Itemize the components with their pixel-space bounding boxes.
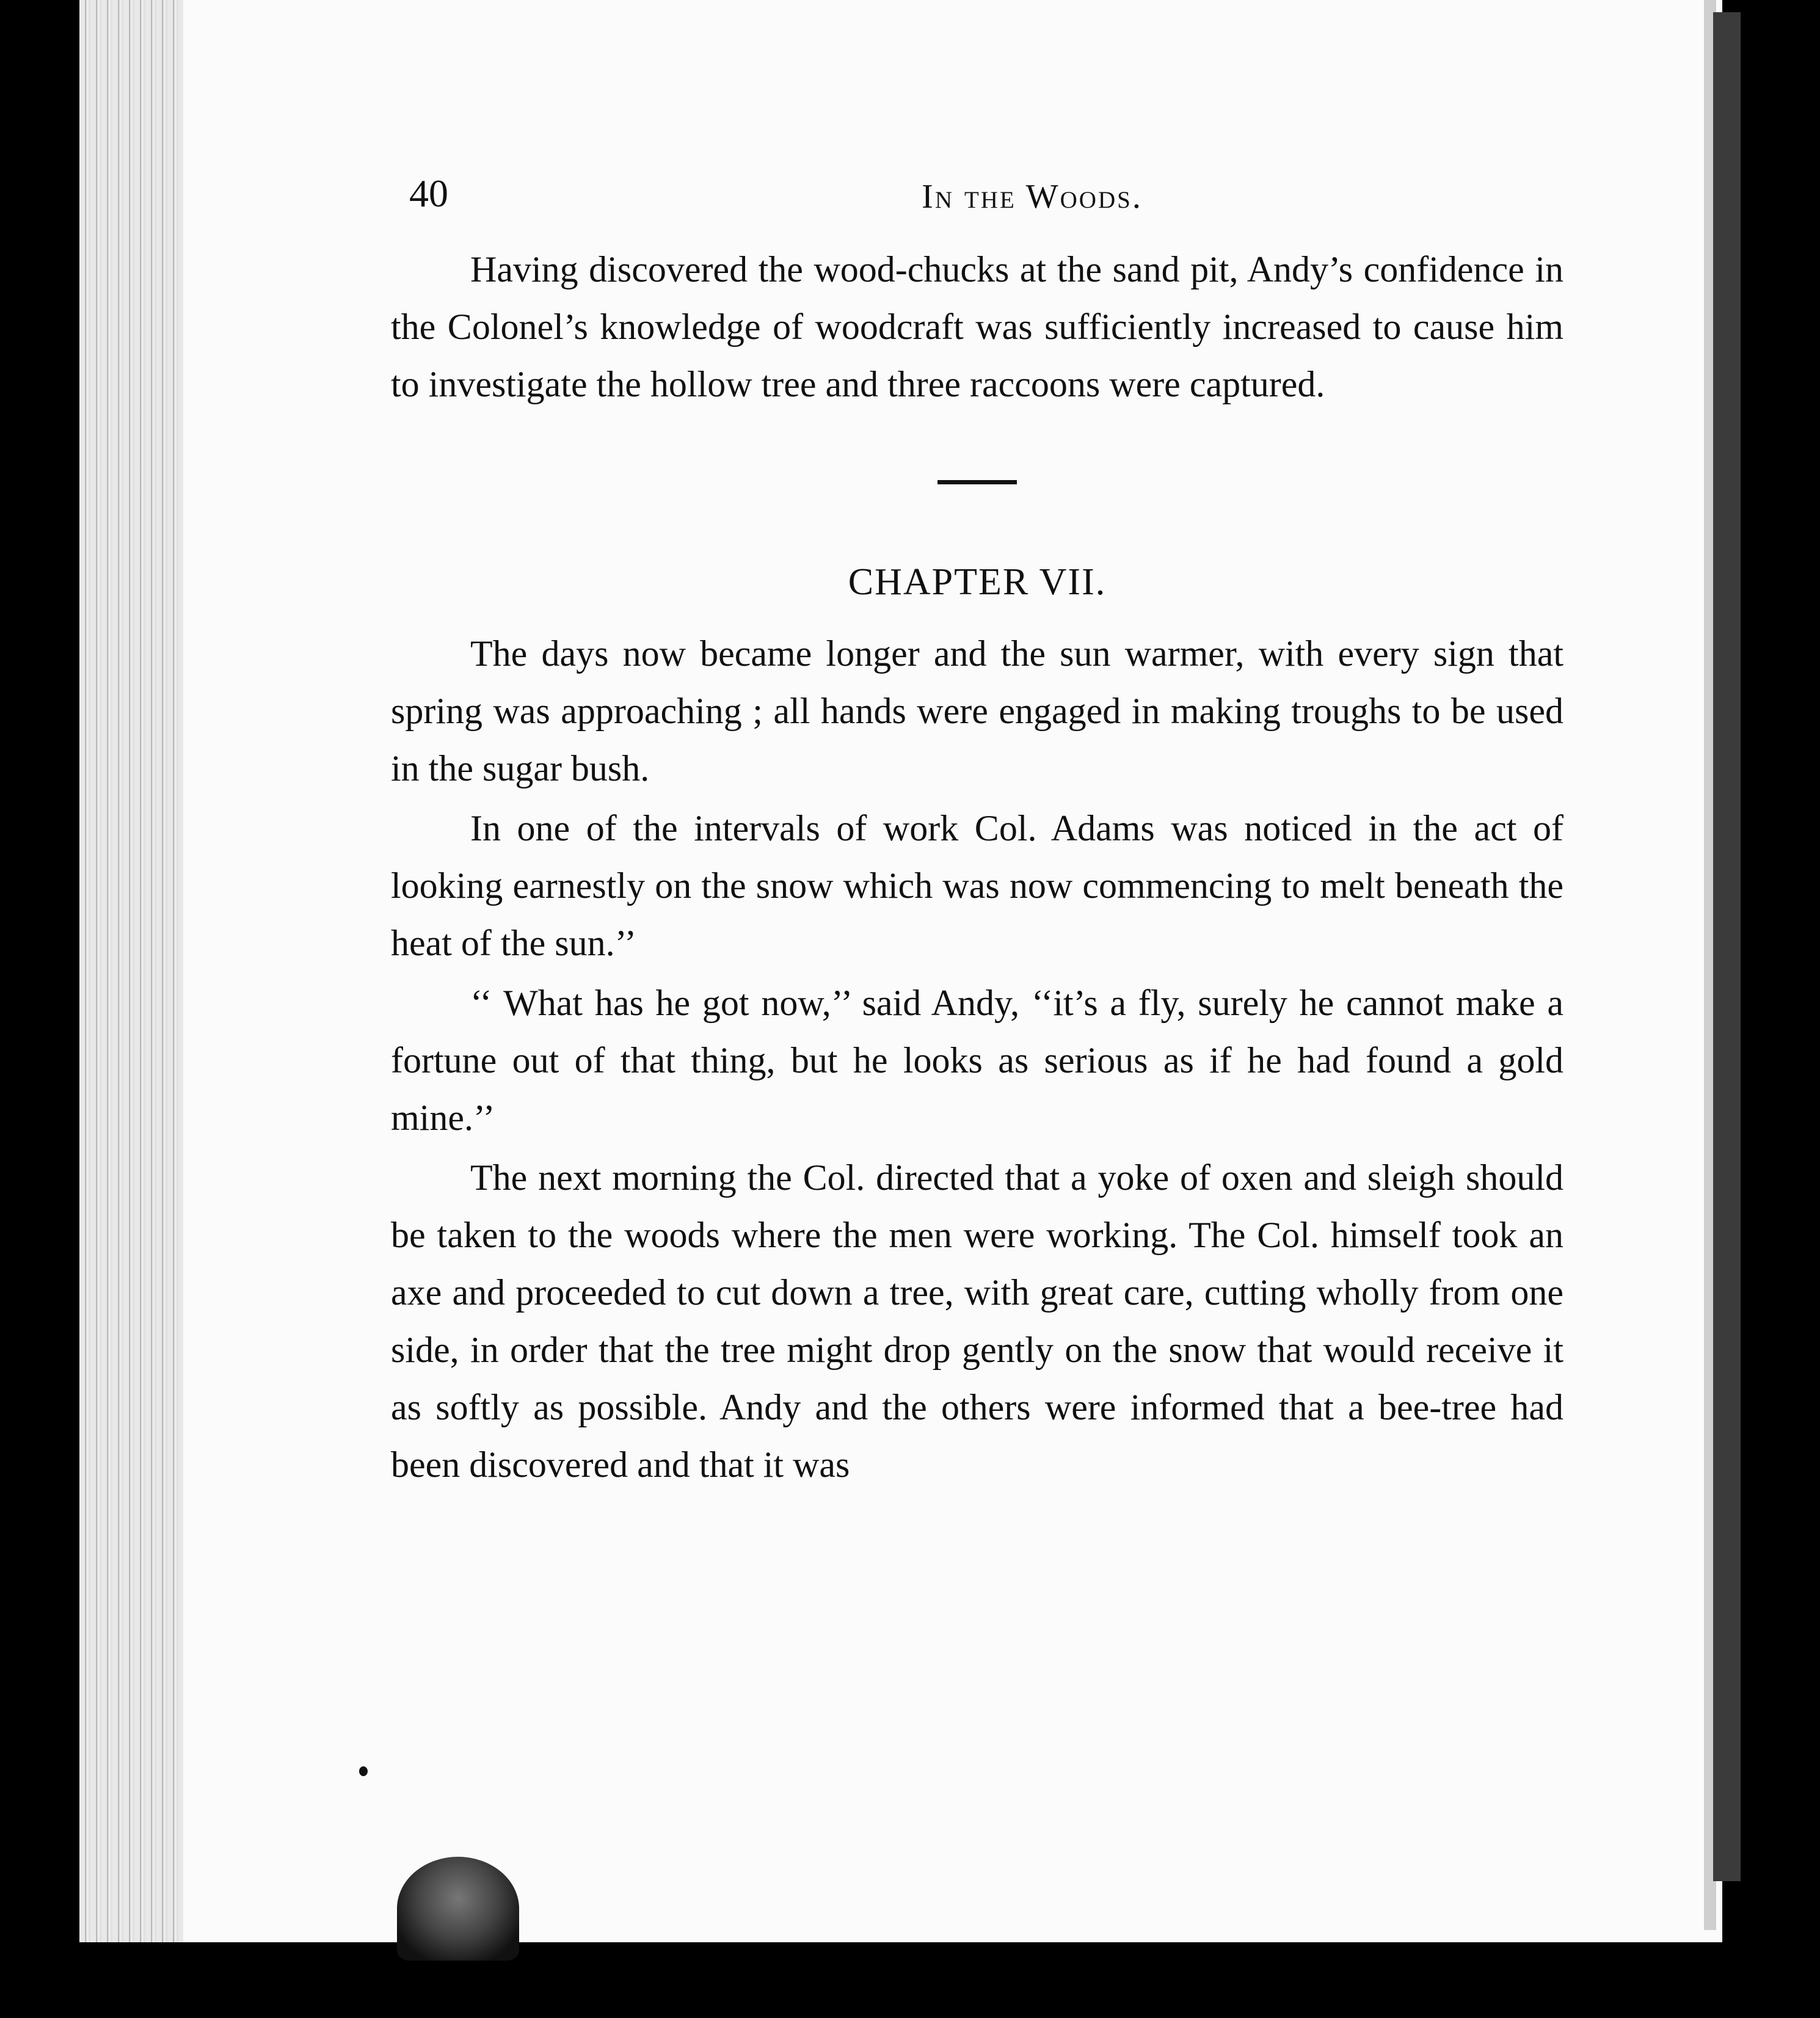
binding-shadow bbox=[1713, 12, 1741, 1881]
running-title: In the Woods. bbox=[922, 178, 1143, 216]
section-rule bbox=[937, 480, 1017, 484]
ink-blot bbox=[397, 1857, 519, 1961]
running-head bbox=[391, 165, 1563, 238]
chapter-heading: CHAPTER VII. bbox=[848, 561, 1107, 603]
page-number: 40 bbox=[409, 172, 448, 215]
text-block bbox=[391, 165, 1563, 1493]
paragraph: The next morning the Col. directed that a yoke of oxen and sleigh should be taken to the woods where the men were working. The Col. himself took an axe and proceeded to cut down a tree, with great care, cutting wholly from one side, in order that the tree might drop gently on the snow that would receive it as softly as possible. Andy and the others were informed that a bee-tree had been discovered and that it was bbox=[391, 1157, 1563, 1485]
paragraph: Having discovered the wood-chucks at the sand pit, Andy’s confidence in the Colonel’s knowledge of woodcraft was sufficiently increased to cause him to investigate the hollow tree and three raccoons were captured. bbox=[391, 249, 1563, 404]
ink-speck bbox=[359, 1766, 368, 1776]
paragraph: In one of the intervals of work Col. Adams was noticed in the act of looking earnestly on the snow which was now commencing to melt beneath the heat of the sun.’’ bbox=[391, 808, 1563, 963]
paragraph: The days now became longer and the sun warmer, with every sign that spring was approaching ; all hands were engaged in making troughs to be used in the sugar bush. bbox=[391, 633, 1563, 789]
paragraph: ‘‘ What has he got now,’’ said Andy, ‘‘it’s a fly, surely he cannot make a fortune out of that thing, but he looks as serious as if he had found a gold mine.’’ bbox=[391, 983, 1563, 1138]
